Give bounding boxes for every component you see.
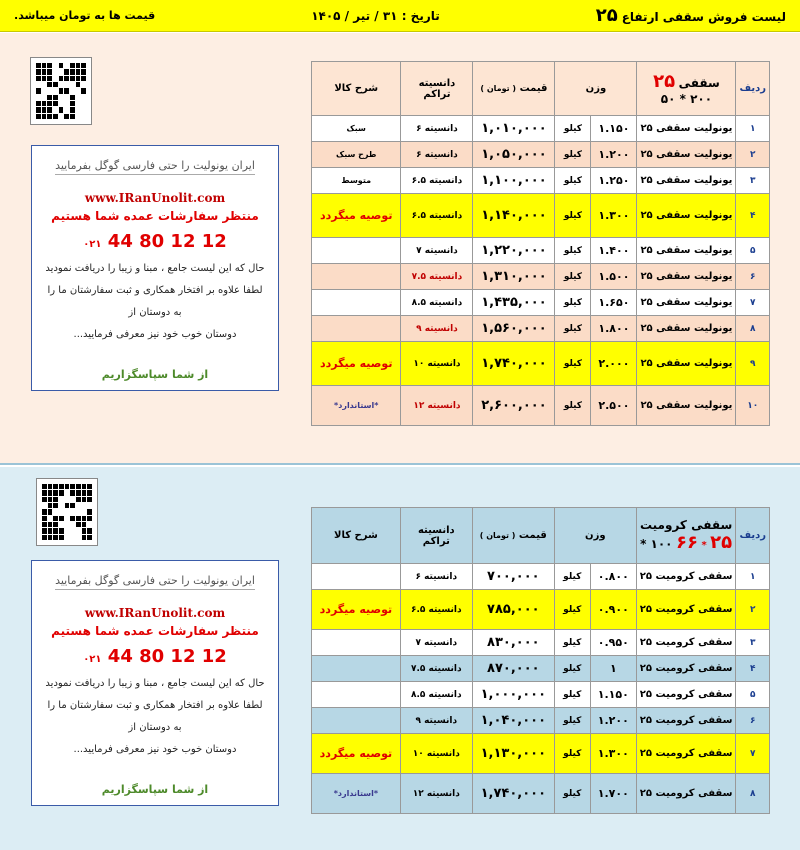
- table-row: [312, 564, 770, 590]
- table-row: [312, 682, 770, 708]
- price-table-2: [311, 507, 770, 814]
- row-index: ۷: [736, 290, 770, 316]
- price-label: قیمت: [518, 530, 547, 541]
- row-unit: کیلو: [555, 142, 591, 168]
- row-product-name: سقفی کرومیت ۲۵: [636, 630, 736, 656]
- row-product-name: سقفی کرومیت ۲۵: [636, 774, 736, 814]
- promo-line-2: لطفا علاوه بر افتخار همکاری و ثبت سفارشتان ما را به دوستان از: [47, 285, 263, 318]
- col-index: ردیف: [736, 508, 770, 564]
- row-index: ۲: [736, 590, 770, 630]
- table-row: [312, 168, 770, 194]
- row-price: ۱,۳۱۰,۰۰۰: [473, 264, 555, 290]
- row-price: ۱,۱۰۰,۰۰۰: [473, 168, 555, 194]
- col-price: [472, 508, 554, 564]
- table-row: [312, 264, 770, 290]
- row-unit: کیلو: [554, 564, 590, 590]
- row-density: دانسیته ۶.۵: [401, 194, 473, 238]
- promo-paragraph: [38, 258, 272, 346]
- row-weight: ۱.۷۰۰: [590, 774, 636, 814]
- row-density: دانسیته ۶: [400, 564, 472, 590]
- row-index: ۴: [736, 194, 770, 238]
- phone-number[interactable]: [38, 646, 272, 667]
- website-link[interactable]: www.IRanUnolit.com: [84, 606, 226, 620]
- row-index: ۱: [736, 116, 770, 142]
- row-price: ۱,۰۵۰,۰۰۰: [473, 142, 555, 168]
- row-density: دانسیته ۱۰: [400, 734, 472, 774]
- row-density: دانسیته ۱۲: [401, 386, 473, 426]
- row-price: ۱,۵۶۰,۰۰۰: [473, 316, 555, 342]
- row-density: دانسیته ۷: [400, 630, 472, 656]
- row-product-name: سقفی کرومیت ۲۵: [636, 682, 736, 708]
- product-head-num: ۲۵: [710, 532, 733, 553]
- row-index: ۷: [736, 734, 770, 774]
- row-weight: ۰.۹۵۰: [590, 630, 636, 656]
- row-weight: ۱.۸۰۰: [591, 316, 637, 342]
- row-unit: کیلو: [554, 590, 590, 630]
- row-index: ۲: [736, 142, 770, 168]
- title-text: لیست فروش سقفی ارتفاع: [621, 10, 786, 24]
- row-price: ۷۰۰,۰۰۰: [472, 564, 554, 590]
- title-height: ۲۵: [595, 5, 618, 26]
- price-table-1: [311, 61, 770, 426]
- row-weight: ۰.۹۰۰: [590, 590, 636, 630]
- section-cromit: [0, 467, 800, 850]
- row-unit: کیلو: [555, 238, 591, 264]
- col-description: شرح کالا: [312, 62, 401, 116]
- compaction-label: تراکم: [423, 88, 451, 100]
- row-weight: ۱.۳۰۰: [591, 194, 637, 238]
- table-row: [312, 142, 770, 168]
- promo-line-2: لطفا علاوه بر افتخار همکاری و ثبت سفارشتان ما را به دوستان از: [47, 700, 263, 733]
- row-price: ۱,۰۴۰,۰۰۰: [472, 708, 554, 734]
- row-price: ۱,۴۳۵,۰۰۰: [473, 290, 555, 316]
- col-weight: وزن: [554, 508, 636, 564]
- page-header: [0, 0, 800, 32]
- price-unit: ( تومان ): [479, 531, 516, 540]
- row-index: ۱: [736, 564, 770, 590]
- row-description: [312, 630, 401, 656]
- website-link[interactable]: www.IRanUnolit.com: [84, 191, 226, 205]
- row-product-name: یونولیت سقفی ۲۵: [637, 142, 736, 168]
- phone-area-code: ۰۲۱: [83, 654, 102, 665]
- row-index: ۳: [736, 168, 770, 194]
- row-index: ۶: [736, 264, 770, 290]
- table-row: [312, 630, 770, 656]
- row-price: ۲,۶۰۰,۰۰۰: [473, 386, 555, 426]
- row-product-name: سقفی کرومیت ۲۵: [636, 734, 736, 774]
- row-index: ۵: [736, 238, 770, 264]
- product-dims: ۲۰۰ * ۵۰: [660, 92, 713, 106]
- qr-code-image[interactable]: [30, 57, 92, 125]
- table-row: [312, 194, 770, 238]
- row-product-name: یونولیت سقفی ۲۵: [637, 342, 736, 386]
- row-description: توصیه میگردد: [312, 194, 401, 238]
- row-product-name: یونولیت سقفی ۲۵: [637, 264, 736, 290]
- row-price: ۱,۱۳۰,۰۰۰: [472, 734, 554, 774]
- row-unit: کیلو: [555, 386, 591, 426]
- row-product-name: یونولیت سقفی ۲۵: [637, 238, 736, 264]
- bulk-order-text: منتظر سفارشات عمده شما هستیم: [51, 209, 259, 223]
- promo-line-1: حال که این لیست جامع ، مبنا و زیبا را دریافت نمودید: [45, 678, 265, 689]
- date-value: ۳۱ / تیر / ۱۴۰۵: [311, 8, 398, 23]
- table-row: [312, 316, 770, 342]
- product-head-num: ۲۵: [653, 71, 676, 92]
- table-row: [312, 734, 770, 774]
- row-price: ۱,۰۱۰,۰۰۰: [473, 116, 555, 142]
- row-product-name: یونولیت سقفی ۲۵: [637, 386, 736, 426]
- row-description: [312, 682, 401, 708]
- row-price: ۱,۰۰۰,۰۰۰: [472, 682, 554, 708]
- row-unit: کیلو: [554, 774, 590, 814]
- google-hint: ایران یونولیت را حتی فارسی گوگل بفرمایید: [55, 159, 255, 175]
- row-description: *استاندارد*: [312, 386, 401, 426]
- row-description: سبک: [312, 116, 401, 142]
- row-weight: ۱.۲۰۰: [591, 142, 637, 168]
- row-density: دانسیته ۱۰: [401, 342, 473, 386]
- row-unit: کیلو: [554, 708, 590, 734]
- phone-main: 44 80 12 12: [107, 646, 227, 667]
- row-weight: ۱.۶۵۰: [591, 290, 637, 316]
- row-weight: ۱.۳۰۰: [590, 734, 636, 774]
- qr-code-image[interactable]: [36, 478, 98, 546]
- row-product-name: سقفی کرومیت ۲۵: [636, 708, 736, 734]
- row-price: ۷۸۵,۰۰۰: [472, 590, 554, 630]
- row-index: ۴: [736, 656, 770, 682]
- row-weight: ۲.۵۰۰: [591, 386, 637, 426]
- row-description: [312, 564, 401, 590]
- row-product-name: یونولیت سقفی ۲۵: [637, 316, 736, 342]
- row-index: ۱۰: [736, 386, 770, 426]
- col-product: سقفی کرومیت ۲۵ * ۶۶ ۱۰۰ *: [636, 508, 736, 564]
- table-row: [312, 656, 770, 682]
- row-description: [312, 656, 401, 682]
- row-weight: ۱.۵۰۰: [591, 264, 637, 290]
- row-unit: کیلو: [555, 168, 591, 194]
- row-unit: کیلو: [555, 264, 591, 290]
- row-price: ۱,۱۴۰,۰۰۰: [473, 194, 555, 238]
- row-density: دانسیته ۹: [400, 708, 472, 734]
- promo-line-3: دوستان خوب خود نیز معرفی فرمایید...: [73, 329, 237, 340]
- phone-area-code: ۰۲۱: [83, 239, 102, 250]
- product-dims-mid: ۶۶: [675, 532, 698, 553]
- row-weight: ۱.۲۰۰: [590, 708, 636, 734]
- row-index: ۸: [736, 774, 770, 814]
- row-price: ۸۷۰,۰۰۰: [472, 656, 554, 682]
- row-weight: ۱: [590, 656, 636, 682]
- table-row: [312, 590, 770, 630]
- row-product-name: سقفی کرومیت ۲۵: [636, 564, 736, 590]
- bulk-order-text: منتظر سفارشات عمده شما هستیم: [51, 624, 259, 638]
- col-index: ردیف: [736, 62, 770, 116]
- row-unit: کیلو: [554, 734, 590, 774]
- row-description: [312, 264, 401, 290]
- row-product-name: سقفی کرومیت ۲۵: [636, 590, 736, 630]
- row-density: دانسیته ۸.۵: [400, 682, 472, 708]
- row-index: ۶: [736, 708, 770, 734]
- row-density: دانسیته ۱۲: [400, 774, 472, 814]
- table-header-row: [312, 508, 770, 564]
- row-description: [312, 238, 401, 264]
- row-weight: ۱.۱۵۰: [591, 116, 637, 142]
- row-unit: کیلو: [554, 682, 590, 708]
- row-index: ۸: [736, 316, 770, 342]
- row-product-name: یونولیت سقفی ۲۵: [637, 116, 736, 142]
- page-title: [596, 5, 786, 26]
- col-price: [473, 62, 555, 116]
- row-unit: کیلو: [554, 630, 590, 656]
- row-product-name: سقفی کرومیت ۲۵: [636, 656, 736, 682]
- product-head-label: سقفی: [678, 76, 720, 90]
- row-description: *استاندارد*: [312, 774, 401, 814]
- table-row: [312, 386, 770, 426]
- row-density: دانسیته ۹: [401, 316, 473, 342]
- col-weight: وزن: [555, 62, 637, 116]
- promo-line-3: دوستان خوب خود نیز معرفی فرمایید...: [73, 744, 237, 755]
- col-density: [401, 62, 473, 116]
- date-label: تاریخ :: [401, 8, 440, 23]
- col-description: شرح کالا: [312, 508, 401, 564]
- row-density: دانسیته ۶: [401, 142, 473, 168]
- table-row: [312, 774, 770, 814]
- row-density: دانسیته ۷.۵: [401, 264, 473, 290]
- row-weight: ۲.۰۰۰: [591, 342, 637, 386]
- row-density: دانسیته ۸.۵: [401, 290, 473, 316]
- row-product-name: یونولیت سقفی ۲۵: [637, 290, 736, 316]
- row-density: دانسیته ۶.۵: [400, 590, 472, 630]
- promo-paragraph: [38, 673, 272, 761]
- price-label: قیمت: [519, 83, 548, 94]
- table-row: [312, 238, 770, 264]
- date: [311, 9, 440, 23]
- row-price: ۱,۷۴۰,۰۰۰: [472, 774, 554, 814]
- table-row: [312, 290, 770, 316]
- col-density: [400, 508, 472, 564]
- thanks-text: از شما سپاسگزاریم: [101, 368, 209, 381]
- row-product-name: یونولیت سقفی ۲۵: [637, 168, 736, 194]
- row-price: ۸۳۰,۰۰۰: [472, 630, 554, 656]
- row-description: طرح سبک: [312, 142, 401, 168]
- row-price: ۱,۷۴۰,۰۰۰: [473, 342, 555, 386]
- phone-number[interactable]: [38, 231, 272, 252]
- info-box: [31, 560, 279, 806]
- product-dims-end: ۱۰۰ *: [640, 537, 673, 551]
- row-description: توصیه میگردد: [312, 734, 401, 774]
- row-weight: ۱.۱۵۰: [590, 682, 636, 708]
- density-label: دانسیته: [417, 524, 455, 536]
- density-label: دانسیته: [418, 77, 456, 89]
- row-description: توصیه میگردد: [312, 342, 401, 386]
- row-product-name: یونولیت سقفی ۲۵: [637, 194, 736, 238]
- row-description: متوسط: [312, 168, 401, 194]
- section-roof-unolit: [0, 33, 800, 465]
- price-unit: ( تومان ): [480, 84, 517, 93]
- row-description: [312, 290, 401, 316]
- row-description: توصیه میگردد: [312, 590, 401, 630]
- compaction-label: تراکم: [422, 535, 450, 547]
- row-unit: کیلو: [555, 290, 591, 316]
- row-unit: کیلو: [555, 116, 591, 142]
- col-product: [637, 62, 736, 116]
- row-description: [312, 708, 401, 734]
- row-density: دانسیته ۶: [401, 116, 473, 142]
- row-index: ۵: [736, 682, 770, 708]
- row-weight: ۰.۸۰۰: [590, 564, 636, 590]
- row-price: ۱,۲۲۰,۰۰۰: [473, 238, 555, 264]
- row-description: [312, 316, 401, 342]
- row-unit: کیلو: [554, 656, 590, 682]
- row-weight: ۱.۴۰۰: [591, 238, 637, 264]
- row-unit: کیلو: [555, 342, 591, 386]
- promo-line-1: حال که این لیست جامع ، مبنا و زیبا را دریافت نمودید: [45, 263, 265, 274]
- table-row: [312, 342, 770, 386]
- row-unit: کیلو: [555, 316, 591, 342]
- row-density: دانسیته ۷.۵: [400, 656, 472, 682]
- table-row: [312, 116, 770, 142]
- row-density: دانسیته ۶.۵: [401, 168, 473, 194]
- row-weight: ۱.۲۵۰: [591, 168, 637, 194]
- row-index: ۹: [736, 342, 770, 386]
- row-unit: کیلو: [555, 194, 591, 238]
- phone-main: 44 80 12 12: [107, 231, 227, 252]
- thanks-text: از شما سپاسگزاریم: [101, 783, 209, 796]
- google-hint: ایران یونولیت را حتی فارسی گوگل بفرمایید: [55, 574, 255, 590]
- info-box: [31, 145, 279, 391]
- row-density: دانسیته ۷: [401, 238, 473, 264]
- table-row: [312, 708, 770, 734]
- product-head-label: سقفی کرومیت: [639, 518, 733, 532]
- row-index: ۳: [736, 630, 770, 656]
- table-header-row: [312, 62, 770, 116]
- currency-note: قیمت ها به تومان میباشد.: [14, 9, 156, 22]
